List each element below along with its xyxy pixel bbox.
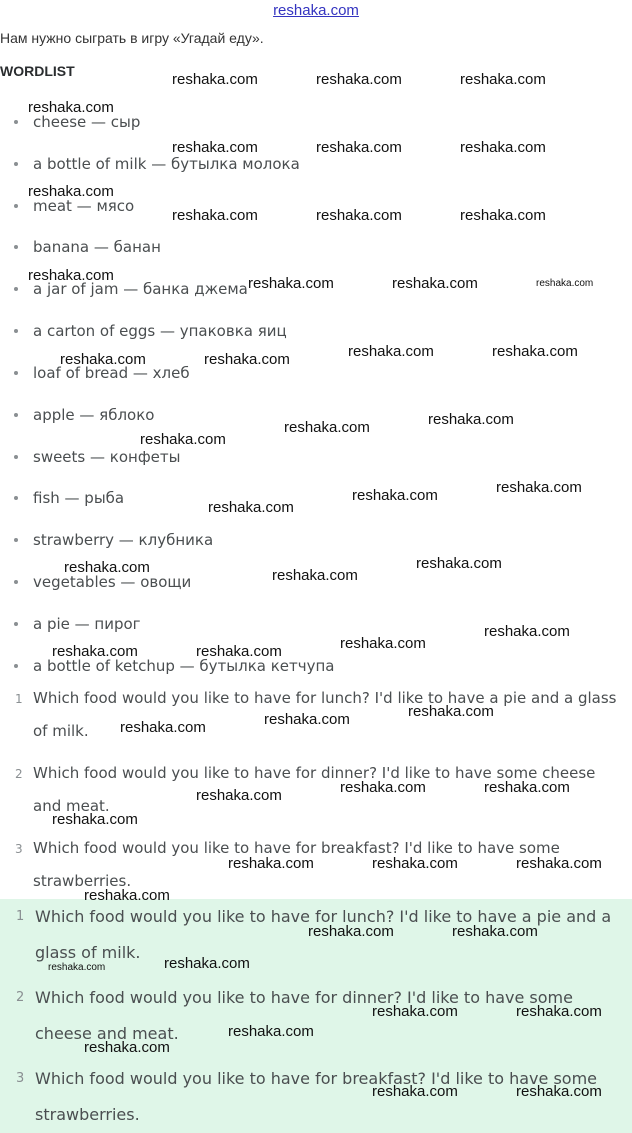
watermark: reshaka.com xyxy=(52,643,138,660)
watermark: reshaka.com xyxy=(352,487,438,504)
wordlist-item: a bottle of ketchup — бутылка кетчупа xyxy=(14,655,334,677)
watermark: reshaka.com xyxy=(516,855,602,872)
watermark: reshaka.com xyxy=(316,207,402,224)
watermark: reshaka.com xyxy=(452,923,538,940)
watermark: reshaka.com xyxy=(372,1083,458,1100)
question-text: Which food would you like to have for lunch? I'd like to have a pie and a glass of milk. xyxy=(33,689,617,740)
watermark: reshaka.com xyxy=(340,779,426,796)
wordlist-item: meat — мясо xyxy=(14,195,134,217)
wordlist-item: banana — банан xyxy=(14,236,161,258)
watermark: reshaka.com xyxy=(84,1039,170,1056)
watermark: reshaka.com xyxy=(516,1003,602,1020)
watermark: reshaka.com xyxy=(496,479,582,496)
watermark: reshaka.com xyxy=(460,139,546,156)
watermark: reshaka.com xyxy=(316,139,402,156)
watermark: reshaka.com xyxy=(28,99,114,116)
watermark: reshaka.com xyxy=(120,719,206,736)
question-number: 1 xyxy=(15,692,23,706)
watermark: reshaka.com xyxy=(172,71,258,88)
question-number: 3 xyxy=(15,842,23,856)
bullet-icon xyxy=(14,455,18,459)
bullet-icon xyxy=(14,120,18,124)
intro-text: Нам нужно сыграть в игру «Угадай еду». xyxy=(0,30,264,46)
watermark: reshaka.com xyxy=(84,887,170,904)
watermark: reshaka.com xyxy=(248,275,334,292)
watermark: reshaka.com xyxy=(372,1003,458,1020)
watermark: reshaka.com xyxy=(172,207,258,224)
watermark: reshaka.com xyxy=(392,275,478,292)
bullet-icon xyxy=(14,162,18,166)
watermark: reshaka.com xyxy=(52,811,138,828)
answer-number: 3 xyxy=(16,1071,25,1086)
watermark: reshaka.com xyxy=(516,1083,602,1100)
watermark: reshaka.com xyxy=(204,351,290,368)
watermark: reshaka.com xyxy=(416,555,502,572)
wordlist-item: a bottle of milk — бутылка молока xyxy=(14,153,300,175)
watermark: reshaka.com xyxy=(316,71,402,88)
watermark: reshaka.com xyxy=(460,207,546,224)
watermark: reshaka.com xyxy=(308,923,394,940)
wordlist-item: apple — яблоко xyxy=(14,404,154,426)
watermark: reshaka.com xyxy=(196,787,282,804)
watermark: reshaka.com xyxy=(60,351,146,368)
bullet-icon xyxy=(14,413,18,417)
bullet-icon xyxy=(14,204,18,208)
question-text: Which food would you like to have for dinner? I'd like to have some cheese and meat. xyxy=(33,764,596,815)
watermark: reshaka.com xyxy=(492,343,578,360)
answer-text: Which food would you like to have for lunch? I'd like to have a pie and a glass of milk. xyxy=(35,907,612,962)
watermark: reshaka.com xyxy=(408,703,494,720)
watermark: reshaka.com xyxy=(196,643,282,660)
bullet-icon xyxy=(14,580,18,584)
watermark: reshaka.com xyxy=(284,419,370,436)
watermark: reshaka.com xyxy=(64,559,150,576)
wordlist-item: sweets — конфеты xyxy=(14,446,180,468)
watermark: reshaka.com xyxy=(340,635,426,652)
answer-text: Which food would you like to have for dinner? I'd like to have some cheese and meat. xyxy=(35,988,573,1043)
watermark: reshaka.com xyxy=(484,623,570,640)
wordlist-item: strawberry — клубника xyxy=(14,529,213,551)
bullet-icon xyxy=(14,287,18,291)
question-number: 2 xyxy=(15,767,23,781)
bullet-icon xyxy=(14,496,18,500)
wordlist-item: fish — рыба xyxy=(14,487,124,509)
watermark: reshaka.com xyxy=(428,411,514,428)
wordlist-item: a carton of eggs — упаковка яиц xyxy=(14,320,287,342)
wordlist-item: a pie — пирог xyxy=(14,613,141,635)
watermark: reshaka.com xyxy=(372,855,458,872)
bullet-icon xyxy=(14,538,18,542)
wordlist-item: a jar of jam — банка джема xyxy=(14,278,248,300)
watermark: reshaka.com xyxy=(208,499,294,516)
watermark: reshaka.com xyxy=(228,1023,314,1040)
answer-text: Which food would you like to have for breakfast? I'd like to have some strawberries. xyxy=(35,1069,598,1124)
watermark: reshaka.com xyxy=(484,779,570,796)
wordlist-item: loaf of bread — хлеб xyxy=(14,362,190,384)
watermark: reshaka.com xyxy=(264,711,350,728)
watermark: reshaka.com xyxy=(28,183,114,200)
watermark: reshaka.com xyxy=(228,855,314,872)
answer-number: 1 xyxy=(16,909,25,924)
watermark: reshaka.com xyxy=(272,567,358,584)
answer-number: 2 xyxy=(16,990,25,1005)
watermark: reshaka.com xyxy=(140,431,226,448)
watermark: reshaka.com xyxy=(536,278,594,289)
watermark: reshaka.com xyxy=(164,955,250,972)
bullet-icon xyxy=(14,664,18,668)
wordlist-item: cheese — сыр xyxy=(14,111,140,133)
wordlist-item: vegetables — овощи xyxy=(14,571,191,593)
watermark: reshaka.com xyxy=(48,962,106,973)
question-text: Which food would you like to have for breakfast? I'd like to have some strawberries. xyxy=(33,839,560,890)
bullet-icon xyxy=(14,329,18,333)
watermark: reshaka.com xyxy=(348,343,434,360)
wordlist-heading: WORDLIST xyxy=(0,63,75,79)
watermark: reshaka.com xyxy=(172,139,258,156)
bullet-icon xyxy=(14,622,18,626)
site-link[interactable]: reshaka.com xyxy=(273,2,359,19)
bullet-icon xyxy=(14,245,18,249)
bullet-icon xyxy=(14,371,18,375)
watermark: reshaka.com xyxy=(460,71,546,88)
watermark: reshaka.com xyxy=(28,267,114,284)
